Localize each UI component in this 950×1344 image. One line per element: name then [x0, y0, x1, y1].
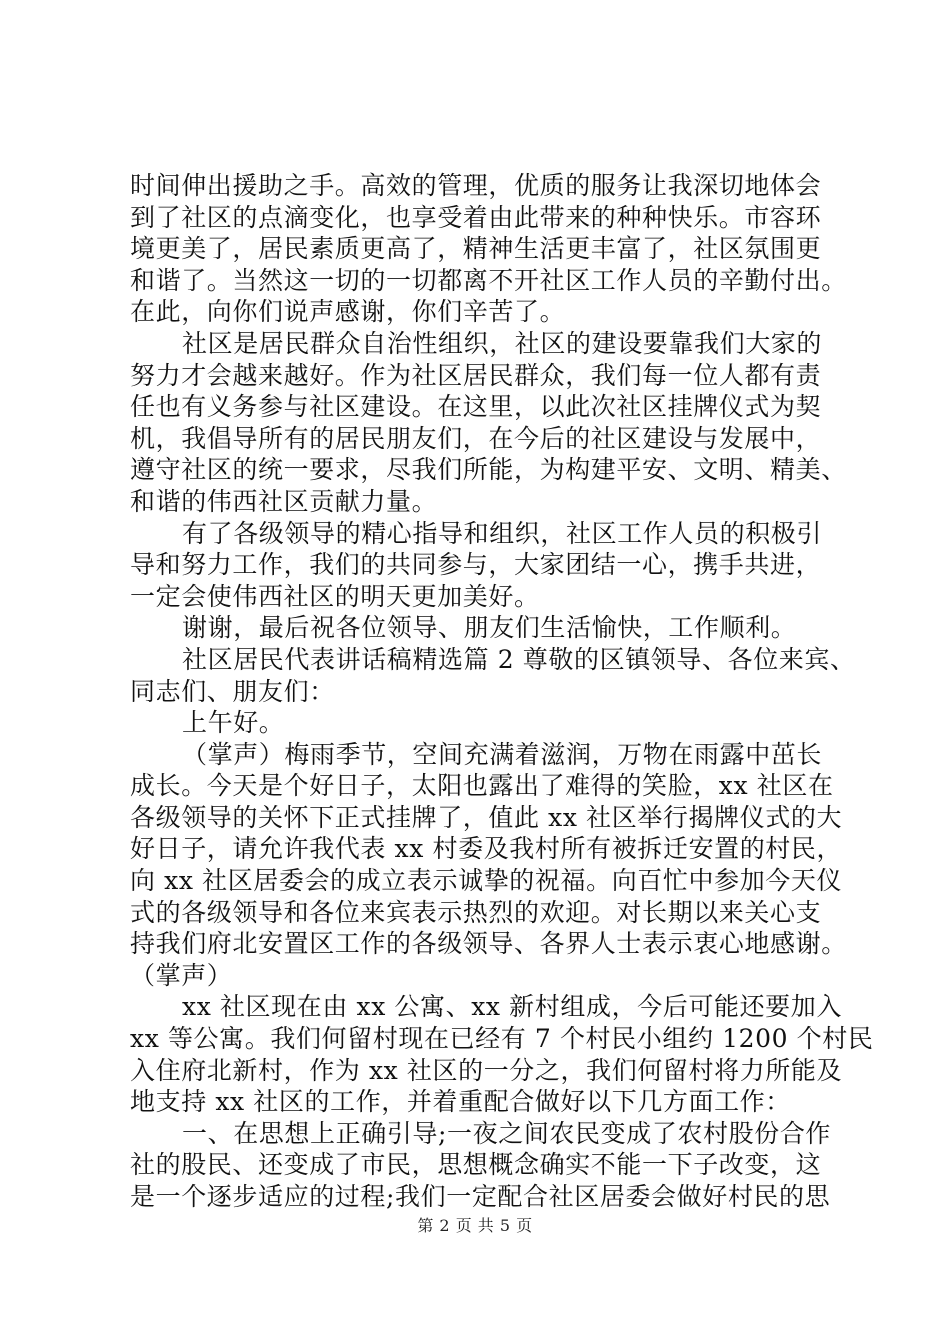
- text-line: 社区是居民群众自治性组织，社区的建设要靠我们大家的: [182, 328, 823, 358]
- text-line: （掌声）梅雨季节，空间充满着滋润，万物在雨露中茁长: [182, 739, 823, 769]
- text-line: 导和努力工作，我们的共同参与，大家团结一心，携手共进，: [130, 550, 822, 580]
- text-line: xx 等公寓。我们何留村现在已经有 7 个村民小组约 1200 个村民: [130, 1024, 874, 1054]
- text-line: 各级领导的关怀下正式挂牌了，值此 xx 社区举行揭牌仪式的大: [130, 802, 843, 832]
- text-line: 式的各级领导和各位来宾表示热烈的欢迎。对长期以来关心支: [130, 897, 822, 927]
- text-line: 努力才会越来越好。作为社区居民群众，我们每一位人都有责: [130, 360, 822, 390]
- text-line: 在此，向你们说声感谢，你们辛苦了。: [130, 297, 566, 327]
- text-line: 境更美了，居民素质更高了，精神生活更丰富了，社区氛围更: [130, 234, 822, 264]
- text-line: 入住府北新村，作为 xx 社区的一分之，我们何留村将力所能及: [130, 1055, 843, 1085]
- page-footer: 第 2 页 共 5 页: [417, 1216, 533, 1235]
- text-line: 任也有义务参与社区建设。在这里，以此次社区挂牌仪式为契: [130, 392, 822, 422]
- text-line: 和谐了。当然这一切的一切都离不开社区工作人员的辛勤付出。: [130, 265, 847, 295]
- text-line: 时间伸出援助之手。高效的管理，优质的服务让我深切地体会: [130, 171, 822, 200]
- text-line: 社区居民代表讲话稿精选篇 2 尊敬的区镇领导、各位来宾、: [182, 644, 856, 674]
- text-line: 是一个逐步适应的过程;我们一定配合社区居委会做好村民的思: [130, 1182, 831, 1211]
- text-line: 地支持 xx 社区的工作，并着重配合做好以下几方面工作：: [130, 1087, 791, 1117]
- text-line: xx 社区现在由 xx 公寓、xx 新村组成，今后可能还要加入: [182, 992, 842, 1022]
- text-line: （掌声）: [130, 960, 233, 990]
- text-line: 一定会使伟西社区的明天更加美好。: [130, 581, 540, 611]
- text-line: 谢谢，最后祝各位领导、朋友们生活愉快，工作顺利。: [182, 613, 797, 643]
- text-line: 好日子，请允许我代表 xx 村委及我村所有被拆迁安置的村民，: [130, 834, 843, 864]
- text-line: 同志们、朋友们：: [130, 676, 335, 706]
- text-line: 一、在思想上正确引导;一夜之间农民变成了农村股份合作: [182, 1118, 832, 1148]
- text-line: 上午好。: [182, 708, 285, 738]
- text-line: 持我们府北安置区工作的各级领导、各界人士表示衷心地感谢。: [130, 929, 847, 959]
- text-line: 向 xx 社区居委会的成立表示诚挚的祝福。向百忙中参加今天仪: [130, 866, 843, 896]
- text-line: 机，我倡导所有的居民朋友们，在今后的社区建设与发展中，: [130, 423, 822, 453]
- text-line: 有了各级领导的精心指导和组织，社区工作人员的积极引: [182, 518, 823, 548]
- text-line: 到了社区的点滴变化，也享受着由此带来的种种快乐。市容环: [130, 202, 822, 232]
- document-body: [130, 170, 874, 1213]
- text-line: 和谐的伟西社区贡献力量。: [130, 486, 438, 516]
- text-line: 社的股民、还变成了市民，思想概念确实不能一下子改变，这: [130, 1150, 822, 1180]
- text-line: 成长。今天是个好日子，太阳也露出了难得的笑脸，xx 社区在: [130, 771, 834, 801]
- text-line: 遵守社区的统一要求，尽我们所能，为构建平安、文明、精美、: [130, 455, 847, 485]
